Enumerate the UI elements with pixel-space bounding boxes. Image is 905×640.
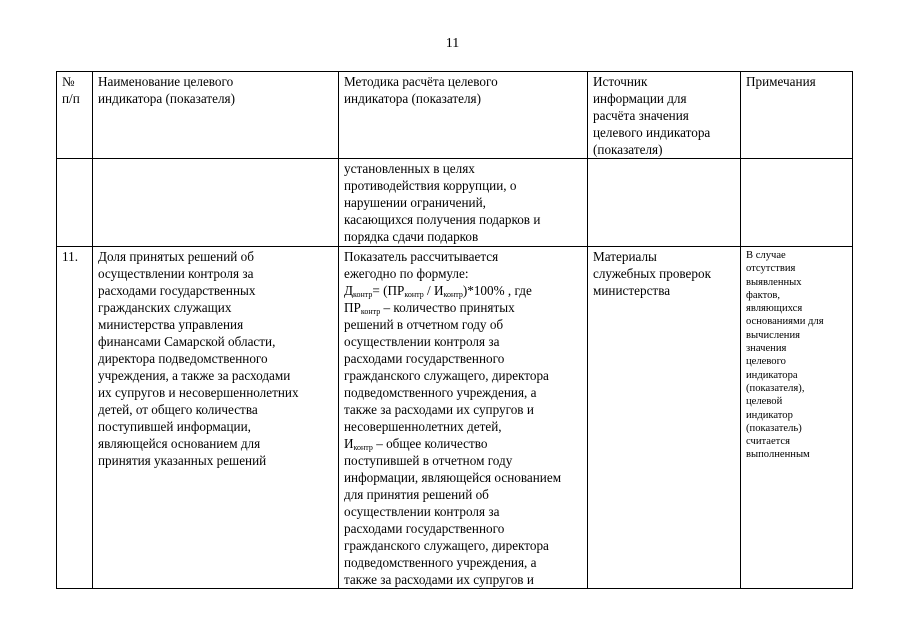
name-line: являющейся основанием для <box>98 436 261 451</box>
method-line: также за расходами их супругов и <box>344 572 534 587</box>
page-number: 11 <box>445 36 460 51</box>
source-line: служебных проверок <box>593 266 712 281</box>
name-line: учреждения, а также за расходами <box>98 368 291 383</box>
header-source-line: Источник <box>593 74 648 89</box>
name-line: Доля принятых решений об <box>98 249 254 264</box>
header-source-line: расчёта значения <box>593 108 689 123</box>
cell-method-continuation <box>339 159 588 247</box>
source-line: Материалы <box>593 249 657 264</box>
header-source-line: информации для <box>593 91 687 106</box>
notes-line: фактов, <box>746 289 781 301</box>
pr-subscript: контр <box>360 307 381 316</box>
header-method-line: Методика расчёта целевого <box>344 74 498 89</box>
header-source-line: (показателя) <box>593 142 663 157</box>
i-subscript: контр <box>353 443 373 452</box>
name-line: расходами государственных <box>98 283 256 298</box>
method-line: подведомственного учреждения, а <box>344 385 537 400</box>
table-header-row <box>57 72 853 159</box>
formula-divide: / И <box>423 283 444 298</box>
formula-lhs-subscript: контр <box>353 290 373 299</box>
method-line: установленных в целях <box>344 161 475 176</box>
notes-line: отсутствия <box>746 263 796 275</box>
table-row-continuation <box>57 159 853 247</box>
header-name-line: Наименование целевого <box>98 74 234 89</box>
cell-row-number <box>57 247 93 589</box>
notes-line: являющихся <box>746 303 803 315</box>
notes-line: основаниями для <box>746 316 824 328</box>
i-definition-line <box>344 435 582 452</box>
header-number-line: № <box>62 74 75 89</box>
notes-line: выявленных <box>746 276 802 288</box>
name-line: осуществлении контроля за <box>98 266 254 281</box>
notes-line: (показатель) <box>746 422 802 434</box>
cell-empty <box>57 159 93 247</box>
method-line: ежегодно по формуле: <box>344 266 469 281</box>
name-line: гражданских служащих <box>98 300 232 315</box>
method-line: расходами государственного <box>344 521 505 536</box>
notes-line: считается <box>746 436 790 448</box>
header-method-line: индикатора (показателя) <box>344 91 482 106</box>
cell-empty <box>741 159 853 247</box>
method-line: Показатель рассчитывается <box>344 249 499 264</box>
name-line: детей, от общего количества <box>98 402 258 417</box>
header-name-line: индикатора (показателя) <box>98 91 236 106</box>
header-number <box>57 72 93 159</box>
method-line: расходами государственного <box>344 351 505 366</box>
method-line: несовершеннолетних детей, <box>344 419 502 434</box>
method-line: подведомственного учреждения, а <box>344 555 537 570</box>
name-line: принятия указанных решений <box>98 453 267 468</box>
formula-pr-subscript: контр <box>404 290 424 299</box>
header-source-line: целевого индикатора <box>593 125 711 140</box>
notes-line: значения <box>746 343 787 355</box>
header-number-line: п/п <box>62 91 80 106</box>
header-indicator-name <box>93 72 339 159</box>
header-calculation-method <box>339 72 588 159</box>
name-line: поступившей информации, <box>98 419 251 434</box>
row-number: 11. <box>62 249 78 264</box>
cell-calculation-method <box>339 247 588 589</box>
cell-indicator-name <box>93 247 339 589</box>
method-line: информации, являющейся основанием <box>344 470 562 485</box>
pr-definition-line <box>344 299 582 316</box>
i-definition-text: – общее количество <box>372 436 488 451</box>
notes-line: целевого <box>746 356 786 368</box>
notes-line: целевой <box>746 396 783 408</box>
method-line: также за расходами их супругов и <box>344 402 534 417</box>
method-line: порядка сдачи подарков <box>344 229 479 244</box>
header-notes-line: Примечания <box>746 74 816 89</box>
indicator-table <box>56 71 853 589</box>
method-line: касающихся получения подарков и <box>344 212 541 227</box>
formula-lhs: Д <box>344 283 353 298</box>
method-line: решений в отчетном году об <box>344 317 504 332</box>
notes-line: (показателя), <box>746 382 805 394</box>
method-line: поступившей в отчетном году <box>344 453 513 468</box>
method-line: осуществлении контроля за <box>344 334 500 349</box>
source-line: министерства <box>593 283 671 298</box>
method-line: осуществлении контроля за <box>344 504 500 519</box>
i-symbol: И <box>344 436 354 451</box>
method-line: нарушении ограничений, <box>344 195 486 210</box>
cell-empty <box>588 159 741 247</box>
cell-empty <box>93 159 339 247</box>
formula-equals-open: = (ПР <box>372 283 405 298</box>
header-notes <box>741 72 853 159</box>
cell-notes <box>741 247 853 589</box>
pr-definition-text: – количество принятых <box>380 300 515 315</box>
cell-information-source <box>588 247 741 589</box>
pr-symbol: ПР <box>344 300 361 315</box>
name-line: их супругов и несовершеннолетних <box>98 385 299 400</box>
notes-line: В случае <box>746 250 786 261</box>
table-row-11 <box>57 247 853 589</box>
formula-line <box>344 282 582 299</box>
method-line: противодействия коррупции, о <box>344 178 517 193</box>
method-line: гражданского служащего, директора <box>344 368 549 383</box>
notes-line: индикатор <box>746 409 793 421</box>
notes-line: выполненным <box>746 449 810 461</box>
method-line: для принятия решений об <box>344 487 489 502</box>
name-line: финансами Самарской области, <box>98 334 276 349</box>
notes-line: индикатора <box>746 369 798 381</box>
formula-tail: )*100% , где <box>462 283 532 298</box>
notes-line: вычисления <box>746 329 801 341</box>
name-line: директора подведомственного <box>98 351 268 366</box>
header-information-source <box>588 72 741 159</box>
name-line: министерства управления <box>98 317 244 332</box>
formula-i-subscript: контр <box>443 290 463 299</box>
method-line: гражданского служащего, директора <box>344 538 549 553</box>
